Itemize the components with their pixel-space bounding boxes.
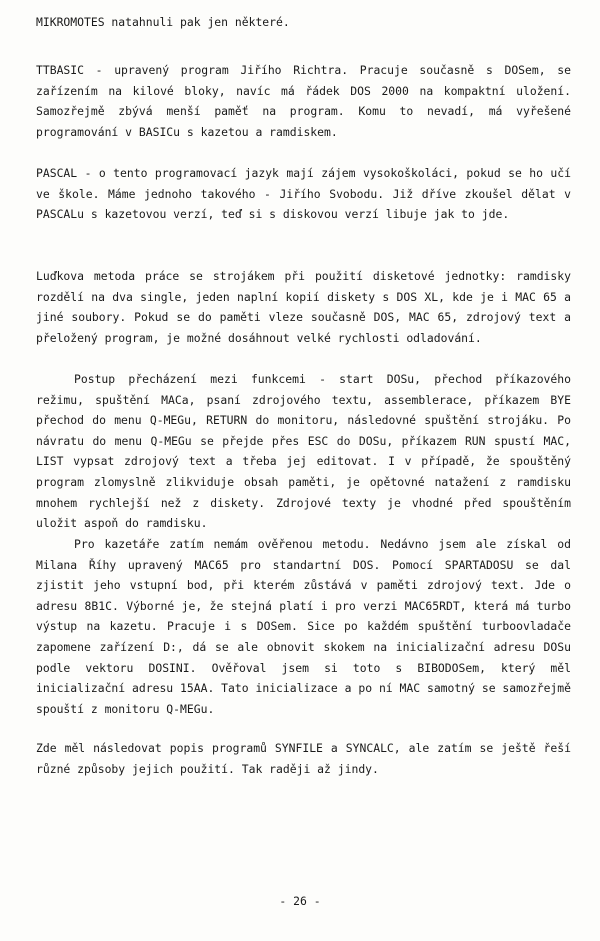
paragraph-intro: MIKROMOTES natahnuli pak jen některé. bbox=[36, 15, 290, 29]
page-number: - 26 - bbox=[279, 894, 321, 908]
paragraph-method: Luďkova metoda práce se strojákem při použití disketové jednotky: ramdisky rozdělí na dva single, jeden naplní kopií diskety s DOS XL, kde je i MAC 65 a jiné soubory. Pokud se do paměti vleze současně DOS, MAC 65, zdrojový text a přeložený program, je možné dosáhnout velké rychlosti odladování. bbox=[36, 269, 571, 345]
paragraph-procedure: Postup přecházení mezi funkcemi - start DOSu, přechod příkazového režimu, spuštění MACa, psaní zdrojového textu, assemblerace, příkazem BYE přechod do menu Q-MEGu, RETURN do monitoru, následovné spuštění strojáku. Po návratu do menu Q-MEGu se přejde přes ESC do DOSu, příkazem RUN spustí MAC, LIST vypsat zdrojový text a třeba jej editovat. I v případě, že spouštěný program zlomyslně zlikviduje obsah paměti, je opětovné natažení z ramdisku mnohem rychlejší než z diskety. Zdrojové texty je vhodné před spouštěním uložit aspoň do ramdisku. bbox=[36, 372, 571, 531]
paragraph-cassette: Pro kazetáře zatím nemám ověřenou metodu. Nedávno jsem ale získal od Milana Říhy upravený MAC65 pro standartní DOS. Pomocí SPARTADOSU se dal zjistit jeho vstupní bod, při kterém zůstává v paměti zdrojový text. Jde o adresu 8B1C. Výborné je, že stejná platí i pro verzi MAC65RDT, která má turbo výstup na kazetu. Pracuje i s DOSem. Sice po každém spuštění turboovladače zapomene zařízení D:, dá se ale obnovit skokem na inicializační adresu DOSu podle vektoru DOSINI. Ověřoval jsem si toto s BIBODOSem, který měl inicializační adresu 15AA. Tato inicializace a po ní MAC samotný se samozřejmě spouští z monitoru Q-MEGu. bbox=[36, 537, 571, 716]
paragraph-closing: Zde měl následovat popis programů SYNFILE a SYNCALC, ale zatím se ještě řeší různé způsoby jejich použití. Tak raději až jindy. bbox=[36, 741, 571, 776]
paragraph-pascal: PASCAL - o tento programovací jazyk mají zájem vysokoškoláci, pokud se ho učí ve škole. Máme jednoho takového - Jiřího Svobodu. Již dříve zkoušel dělat v PASCALu s kazetovou verzí, teď si s diskovou verzí libuje jak to jde. bbox=[36, 166, 571, 222]
paragraph-ttbasic: TTBASIC - upravený program Jiřího Richtra. Pracuje současně s DOSem, se zařízením na kilové bloky, navíc má řádek DOS 2000 na kompaktní uložení. Samozřejmě zbývá menší paměť na program. Komu to nevadí, má vyřešené programování v BASICu s kazetou a ramdiskem. bbox=[36, 63, 571, 139]
